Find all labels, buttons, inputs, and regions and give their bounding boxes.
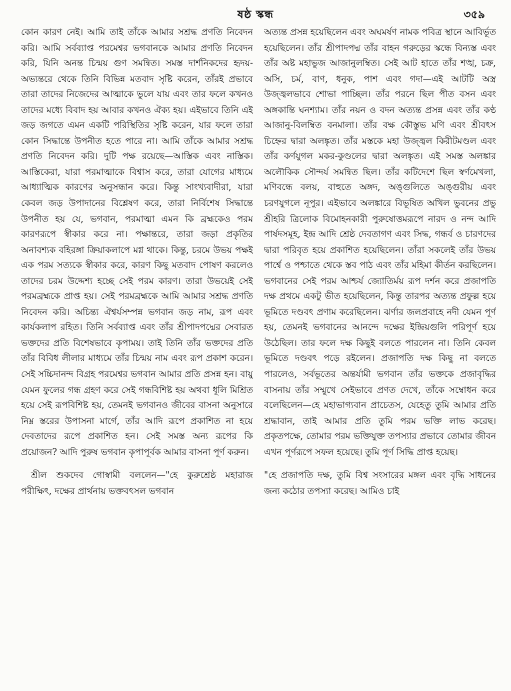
left-paragraph-2: শ্রীল শুকদেব গোস্বামী বললেন—"হে কুরুশ্রেষ্ঠ মহারাজ পরীক্ষিৎ, দক্ষের প্রার্থনায় ভক্তবৎসল ভগবান [21,471,253,497]
right-paragraph-1: অত্যন্ত প্রসন্ন হয়েছিলেন এবং অঘমর্ষণ নামক পবিত্র স্থানে আবির্ভূত হয়েছিলেন। তাঁর শ্রীপাদপদ্ম তাঁর বাহন গরুড়ের স্কন্ধে বিন্যস্ত এবং তাঁর অষ্ট মহাভুজ আজানুলম্বিত। সেই আট হাতে তাঁর শঙ্খ, চক্র, অসি, চর্ম, বাণ, ধনুক, পাশ এবং গদা—এই আটটি অস্ত্র উজ্জ্বলভাবে শোভা পাচ্ছিল। তাঁর পরনে ছিল পীত বসন এবং অঙ্গকান্তি ঘনশ্যাম। তাঁর নয়ন ও বদন অত্যন্ত প্রসন্ন এবং তাঁর কণ্ঠ আজানু-বিলম্বিত বনমালা। তাঁর বক্ষ কৌস্তুভ মণি এবং শ্রীবৎস চিহ্নের দ্বারা অলঙ্কৃত। তাঁর মস্তকে মহা উজ্জ্বল কিরীটমণ্ডল এবং তাঁর কর্ণযুগল মকর-কুণ্ডলের দ্বারা অলঙ্কৃত। এই সমস্ত অলঙ্কার অলৌকিক সৌন্দর্য সমন্বিত ছিল। তাঁর কটিদেশে ছিল স্বর্ণমেখলা, মণিবন্ধে বলয়, বাহুতে অঙ্গদ, অঙ্গুলিতে অঙ্গুরীয় এবং চরণযুগলে নূপুর। এইভাবে অলঙ্কারে বিভূষিত অখিল ভুবনের প্রভু শ্রীহরি ত্রিলোক বিমোহনকারী পুরুষোত্তমরূপে নারদ ও নন্দ আদি পার্ষদসমূহ, ইন্দ্র আদি শ্রেষ্ঠ দেবতাগণ এবং সিদ্ধ, গন্ধর্ব ও চারণদের দ্বারা পরিবৃত হয়ে প্রকাশিত হয়েছিলেন। তাঁরা সকলেই তাঁর উভয় পার্শ্বে ও পশ্চাতে থেকে স্তব পাঠ এবং তাঁর মহিমা কীর্তন করছিলেন। ভগবানের সেই পরম আশ্চর্য জ্যোতির্ময় রূপ দর্শন করে প্রজাপতি দক্ষ প্রথমে একটু ভীত হয়েছিলেন, কিন্তু তারপর অত্যন্ত প্রফুল্ল হয়ে ভূমিতে দণ্ডবৎ প্রণাম করেছিলেন। ঝর্ণার জলপ্রবাহে নদী যেমন পূর্ণ হয়, তেমনই ভগবানের আনন্দে দক্ষের ইন্দ্রিয়গুলি পরিপূর্ণ হয়ে উঠেছিল। তার ফলে দক্ষ কিছুই বলতে পারলেন না। তিনি কেবল ভূমিতে দণ্ডবৎ পড়ে রইলেন। প্রজাপতি দক্ষ কিছু না বলতে পারলেও, সর্বভূতের অন্তর্যামী ভগবান তাঁর ভক্তকে প্রজাবৃদ্ধির বাসনায় তাঁর সম্মুখে সেইভাবে প্রণত দেখে, তাঁকে সম্বোধন করে বলেছিলেন—হে মহাভাগ্যবান প্রাচেতস, যেহেতু তুমি আমার প্রতি শ্রদ্ধাবান, তাই আমার প্রতি তুমি পরম ভক্তি লাভ করেছ। প্রকৃতপক্ষে, তোমার পরম ভক্তিযুক্ত তপস্যার প্রভাবে তোমার জীবন এখন পূর্ণরূপে সফল হয়েছে। তুমি পূর্ণ সিদ্ধি প্রাপ্ত হয়েছ। [264,28,496,458]
page-header [0,0,511,24]
left-paragraph-1: কোন কারণ নেই। আমি তাই তাঁকে আমার সশ্রদ্ধ প্রণতি নিবেদন করি। আমি সর্বব্যাপ্ত পরমেশ্বর ভগবানকে আমার প্রণতি নিবেদন করি, যিনি অনন্ত চিন্ময় গুণ সমন্বিত। সমস্ত দার্শনিকদের হৃদয়-অভ্যন্তরে থেকে তিনি বিভিন্ন মতবাদ সৃষ্টি করেন, তাঁরই প্রভাবে তারা তাদের নিজেদের আত্মাকে ভুলে যায় এবং তার ফলে কখনও তাদের মধ্যে বিবাদ হয় আবার কখনও ঐক্য হয়। এইভাবে তিনি এই জড় জগতে এমন একটি পরিস্থিতির সৃষ্টি করেন, যার ফলে তারা কোন সিদ্ধান্তে উপনীত হতে পারে না। আমি তাঁকে আমার সশ্রদ্ধ প্রণতি নিবেদন করি। দুটি পক্ষ রয়েছে—আস্তিক এবং নাস্তিক। আস্তিকেরা, যারা পরমাত্মাকে বিশ্বাস করে, তারা যোগের মাধ্যমে আধ্যাত্মিক কারণের অনুসন্ধান করে। কিন্তু সাংখ্যবাদীরা, যারা কেবল জড় উপাদানের বিশ্লেষণ করে, তারা নির্বিশেষ সিদ্ধান্তে উপনীত হয় যে, ভগবান, পরমাত্মা এমন কি ব্রহ্মকেও পরম কারণরূপে স্বীকার করে না। পক্ষান্তরে, তারা জড়া প্রকৃতির অনাবশ্যক বহিরঙ্গা ক্রিয়াকলাপে মগ্ন থাকে। কিন্তু, চরমে উভয় পক্ষই এক পরম সত্যকে স্বীকার করে, কারণ কিছু মতবাদ পোষণ করলেও তাদের চরম উদ্দেশ্য হচ্ছে সেই পরম কারণ। তারা উভয়েই সেই পরমব্রহ্মকে প্রাপ্ত হয়। সেই পরমব্রহ্মকে আমি আমার সশ্রদ্ধ প্রণতি নিবেদন করি। অচিন্ত্য ঐশ্বর্যসম্পন্ন ভগবান জড় নাম, রূপ এবং কার্যকলাপ রহিত। তিনি সর্বব্যাপ্ত এবং তাঁর শ্রীপাদপদ্মের সেবারত ভক্তদের প্রতি বিশেষভাবে কৃপাময়। তাই তিনি তাঁর ভক্তদের প্রতি তাঁর বিবিধ লীলার মাধ্যমে তাঁর চিন্ময় নাম এবং রূপ প্রকাশ করেন। সেই সচ্চিদানন্দ বিগ্রহ পরমেশ্বর ভগবান আমার প্রতি প্রসন্ন হন। বায়ু যেমন ফুলের গন্ধ গ্রহণ করে সেই গন্ধবিশিষ্ট হয় অথবা ধূলি মিশ্রিত হয়ে সেই রূপবিশিষ্ট হয়, তেমনই ভগবানও জীবের বাসনা অনুসারে নিম্ন স্তরের উপাসনা মার্গে, তাঁর আদি রূপে প্রকাশিত না হয়ে দেবতাদের রূপে প্রকাশিত হন। সেই সমস্ত অন্য রূপের কি প্রয়োজন? আদি পুরুষ ভগবান কৃপাপূর্বক আমার বাসনা পূর্ণ করুন। [21,28,253,458]
left-column [21,26,253,686]
right-column [264,26,496,686]
running-head: ষষ্ঠ স্কন্ধ [237,8,274,21]
page-number: ৩৫৯ [463,8,485,21]
right-paragraph-2: "হে প্রজাপতি দক্ষ, তুমি বিশ্ব সংসারের মঙ্গল এবং বৃদ্ধি সাধনের জন্য কঠোর তপস্যা করেছ। আমিও চাই [264,471,496,497]
